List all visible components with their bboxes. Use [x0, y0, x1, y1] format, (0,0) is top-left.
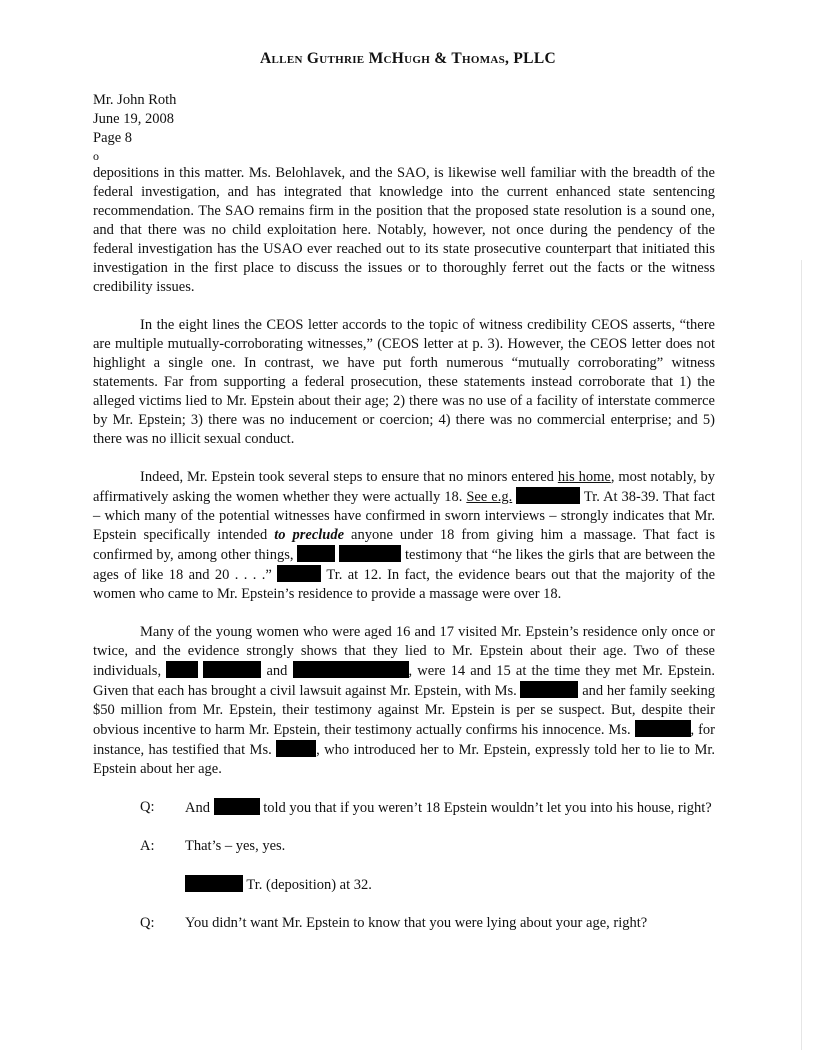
- deposition-citation: Tr. (deposition) at 32.: [185, 875, 715, 895]
- letter-body: [93, 164, 715, 952]
- see-eg-signal: See e.g.: [466, 489, 513, 505]
- page-number: Page 8: [93, 130, 133, 146]
- redaction-box: [339, 545, 401, 562]
- redaction-box: [276, 740, 316, 757]
- paragraph-3: Indeed, Mr. Epstein took several steps to ensure that no minors entered his home, most notably, by affirmatively asking the women whether they were actually 18. See e.g. Tr. At 38-39. That fact – which many of the potential witnesses have confirmed in sworn interviews – strongly indicates that Mr. Epstein specifically intended to preclude anyone under 18 from giving him a massage. That fact is confirmed by, among other things, testimony that “he likes the girls that are between the ages of like 18 and 20 . . . .” Tr. at 12. In fact, the evidence bears out that the majority of the women who came to Mr. Epstein’s residence to provide a massage were over 18.: [93, 469, 716, 602]
- paragraph-4: Many of the young women who were aged 16 and 17 visited Mr. Epstein’s residence only once or twice, and the evidence strongly shows that they lied to Mr. Epstein about their age. Two of these individuals, and , were 14 and 15 at the time they met Mr. Epstein. Given that each has brought a civil lawsuit against Mr. Epstein, with Ms. and her family seeking $50 million from Mr. Epstein, their testimony against Mr. Epstein is per se suspect. But, despite their obvious incentive to harm Mr. Epstein, their testimony actually confirms his innocence. Ms. , for instance, has testified that Ms. , who introduced her to Mr. Epstein, expressly told her to lie to Mr. Epstein about her age.: [93, 624, 716, 777]
- firm-letterhead: Allen Guthrie McHugh & Thomas, PLLC: [260, 50, 556, 67]
- redaction-box: [277, 565, 321, 582]
- underlined-text: his home: [557, 469, 611, 485]
- scan-edge-line: [801, 260, 802, 1050]
- paragraph-1: depositions in this matter. Ms. Belohlavek, and the SAO, is likewise well familiar with the breadth of the federal investigation, and has integrated that knowledge into the current enhanced state sentencing recommendation. The SAO remains firm in the position that the proposed state resolution is a sound one, and that there was no child exploitation here. Notably, however, not once during the pendency of the federal investigation has the USAO ever reached out to its state prosecutive counterpart that initiated this investigation in the first place to discuss the issues or to thoroughly ferret out the facts or the witness credibility issues.: [93, 165, 715, 295]
- paragraph-2: In the eight lines the CEOS letter accords to the topic of witness credibility CEOS asserts, “there are multiple mutually-corroborating witnesses,” (CEOS letter at p. 3). However, the CEOS letter does not highlight a single one. In contrast, we have put forth numerous “mutually corroborating” witness statements. Far from supporting a federal prosecution, these statements instead corroborate that 1) the alleged victims lied to Mr. Epstein about their age; 2) there was no use of a facility of interstate commerce by Mr. Epstein; 3) there was no inducement or coercion; 4) there was no commercial enterprise; and 5) there was no illicit sexual conduct.: [93, 317, 715, 447]
- redaction-box: [635, 720, 691, 737]
- redaction-box: [166, 661, 198, 678]
- emphasis-text: to preclude: [274, 527, 345, 543]
- qa-question-2: Q: You didn’t want Mr. Epstein to know that you were lying about your age, right?: [140, 915, 648, 931]
- letter-header: [93, 91, 176, 164]
- redaction-box: [516, 487, 580, 504]
- stray-mark: o: [93, 149, 99, 163]
- redaction-box: [520, 681, 578, 698]
- redaction-box: [203, 661, 261, 678]
- letter-date: June 19, 2008: [93, 111, 174, 127]
- redaction-box: [214, 798, 260, 815]
- qa-question-1: Q: And told you that if you weren’t 18 Epstein wouldn’t let you into his house, right?: [140, 799, 712, 816]
- redaction-box: [297, 545, 335, 562]
- recipient: Mr. John Roth: [93, 92, 177, 108]
- redaction-box: [185, 875, 243, 892]
- redaction-box: [293, 661, 409, 678]
- qa-answer-1: A: That’s – yes, yes.: [140, 838, 286, 854]
